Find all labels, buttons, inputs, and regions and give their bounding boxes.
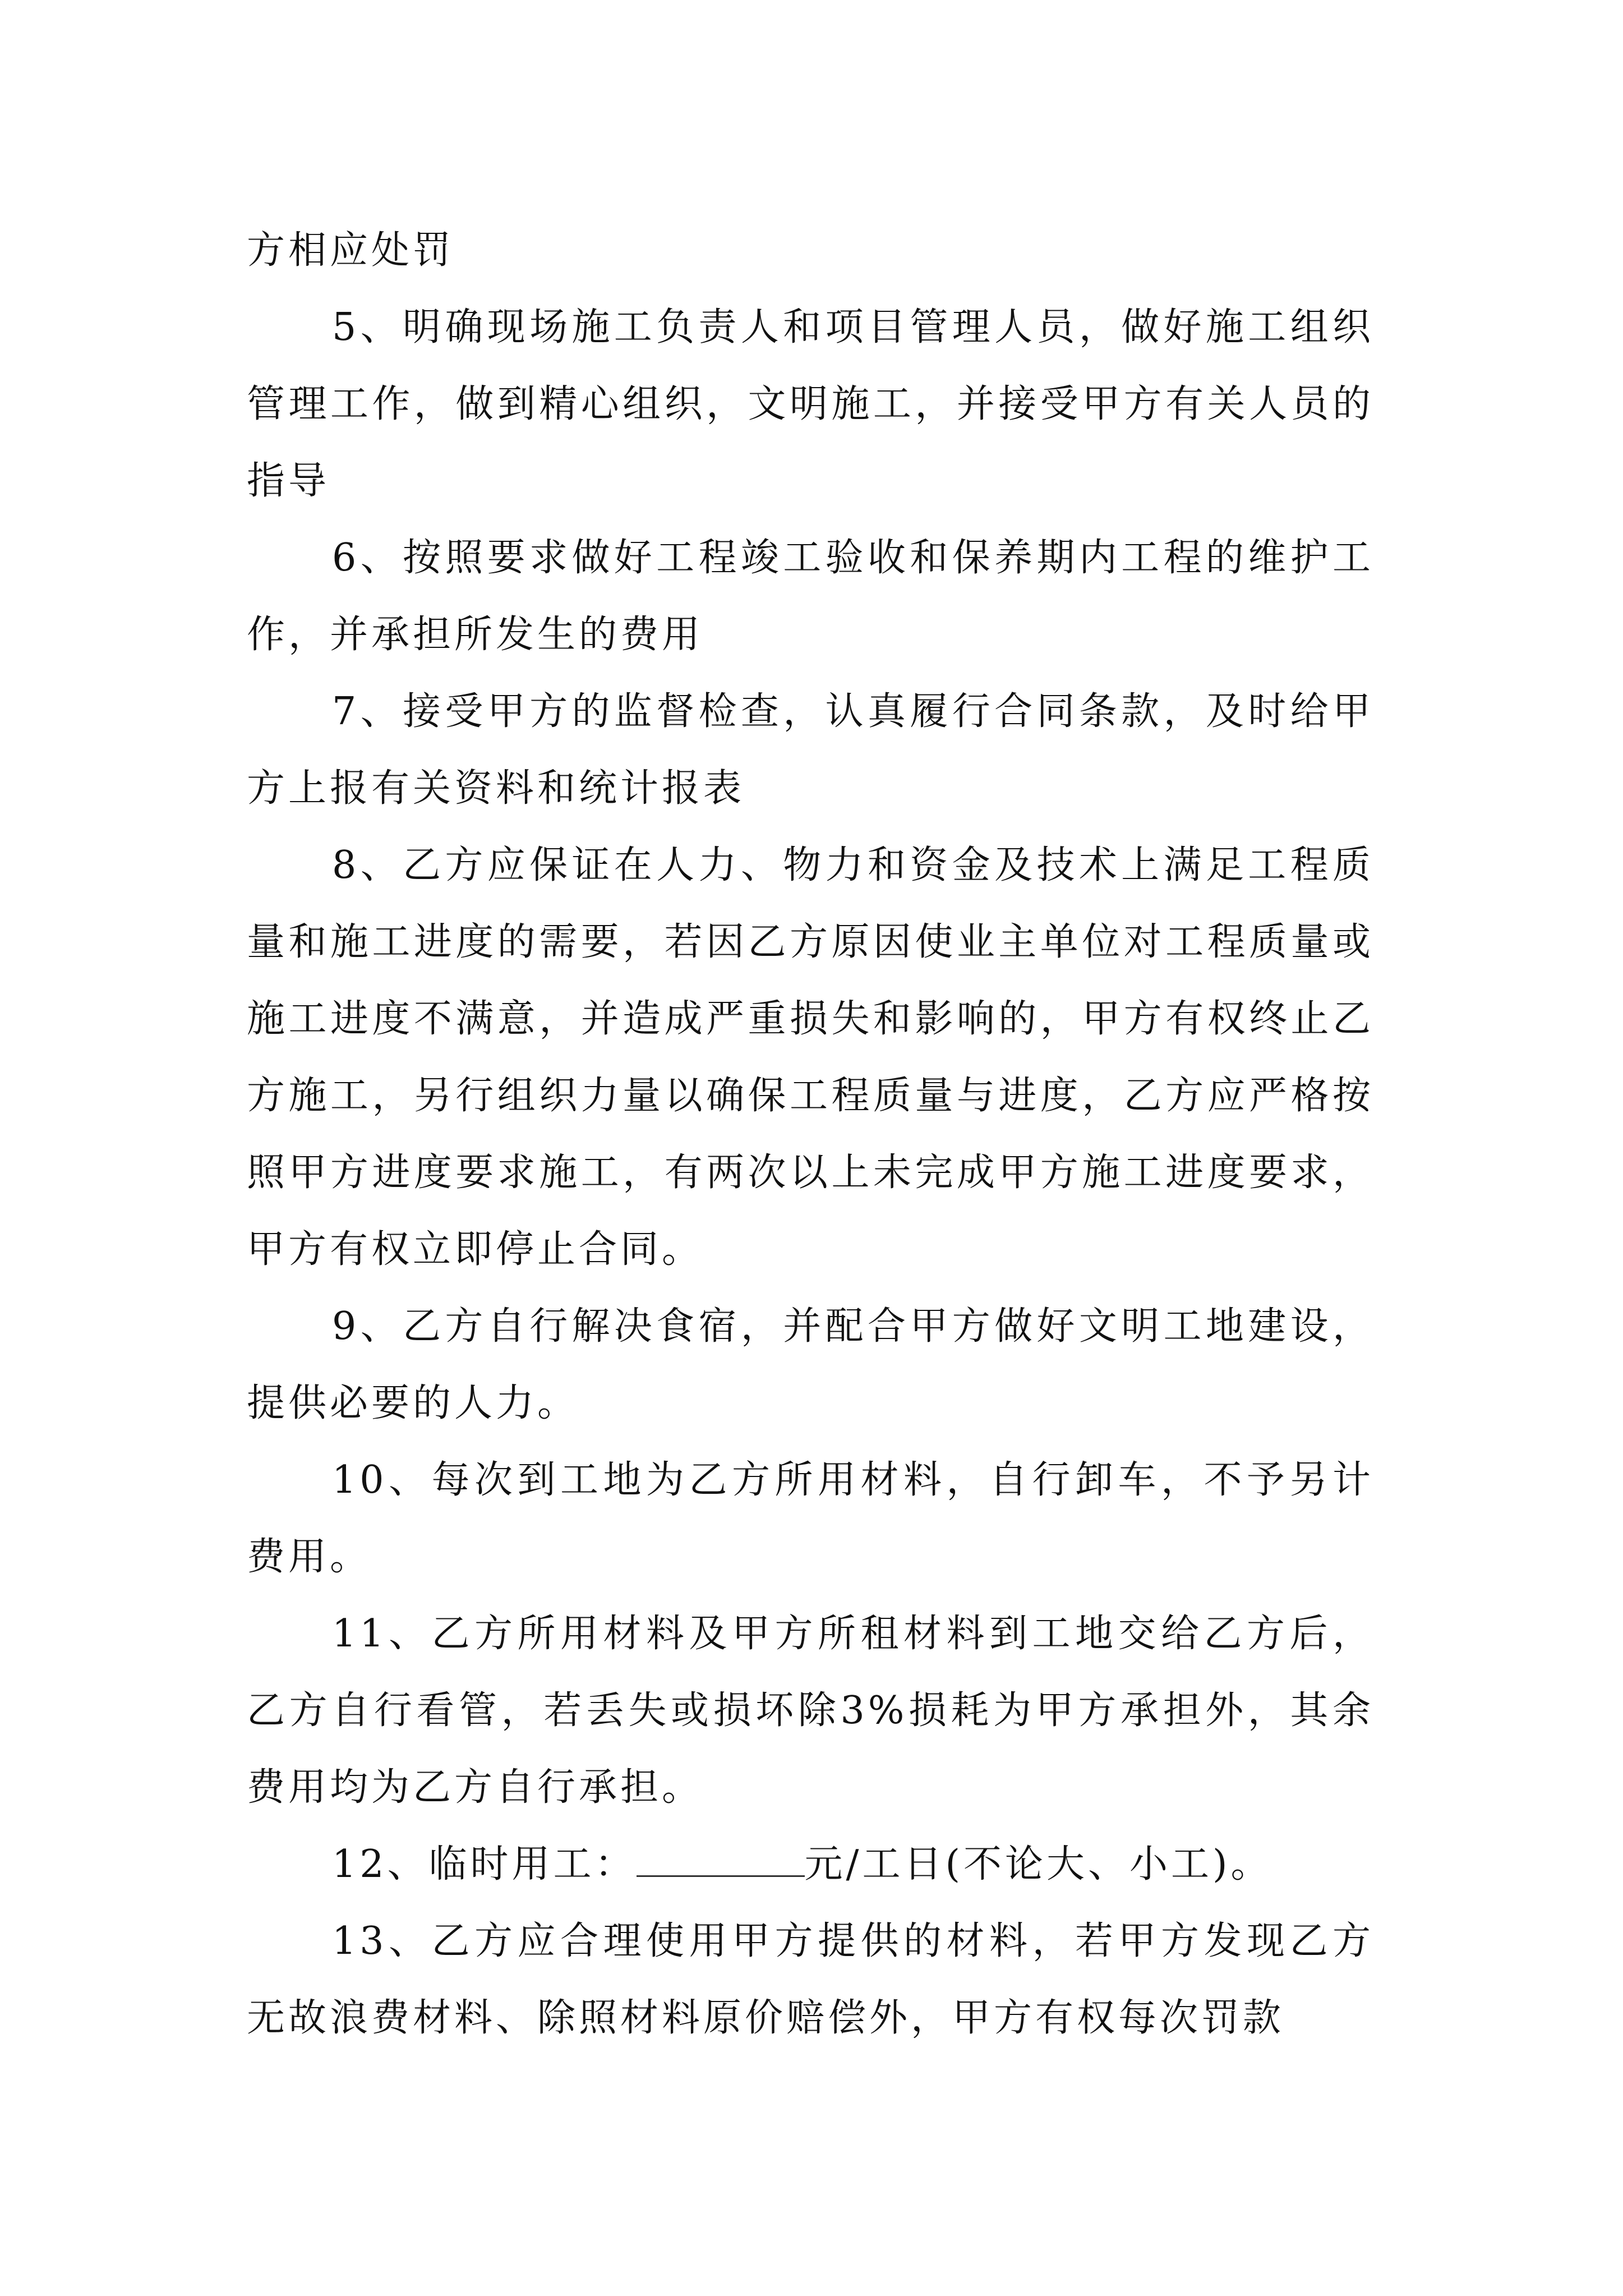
- clause-13: 13、乙方应合理使用甲方提供的材料，若甲方发现乙方无故浪费材料、除照材料原价赔偿外，甲方有权每次罚款: [247, 1919, 1374, 2040]
- fill-in-blank: [637, 1843, 805, 1877]
- clause-5: 5、明确现场施工负责人和项目管理人员，做好施工组织管理工作，做到精心组织，文明施工，并接受甲方有关人员的指导: [247, 305, 1374, 503]
- clause-9: 9、乙方自行解决食宿，并配合甲方做好文明工地建设，提供必要的人力。: [247, 1304, 1374, 1425]
- clause-12: [247, 1826, 1374, 1903]
- clause-11: 11、乙方所用材料及甲方所租材料到工地交给乙方后，乙方自行看管，若丢失或损坏除3%损耗为甲方承担外，其余费用均为乙方自行承担。: [247, 1612, 1374, 1810]
- paragraph-continuation: 方相应处罚: [247, 228, 455, 273]
- clause-10: 10、每次到工地为乙方所用材料，自行卸车，不予另计费用。: [247, 1458, 1374, 1579]
- clause-7: 7、接受甲方的监督检查，认真履行合同条款，及时给甲方上报有关资料和统计报表: [247, 689, 1374, 811]
- clause-6: 6、按照要求做好工程竣工验收和保养期内工程的维护工作，并承担所发生的费用: [247, 536, 1374, 657]
- clause-8: 8、乙方应保证在人力、物力和资金及技术上满足工程质量和施工进度的需要，若因乙方原因使业主单位对工程质量或施工进度不满意，并造成严重损失和影响的，甲方有权终止乙方施工，另行组织力量以确保工程质量与进度，乙方应严格按照甲方进度要求施工，有两次以上未完成甲方施工进度要求，甲方有权立即停止合同。: [247, 843, 1374, 1272]
- clause-12-suffix: 元/工日(不论大、小工)。: [804, 1842, 1272, 1887]
- clause-12-prefix: 12、临时用工：: [332, 1842, 637, 1887]
- document-body: [247, 212, 1374, 2056]
